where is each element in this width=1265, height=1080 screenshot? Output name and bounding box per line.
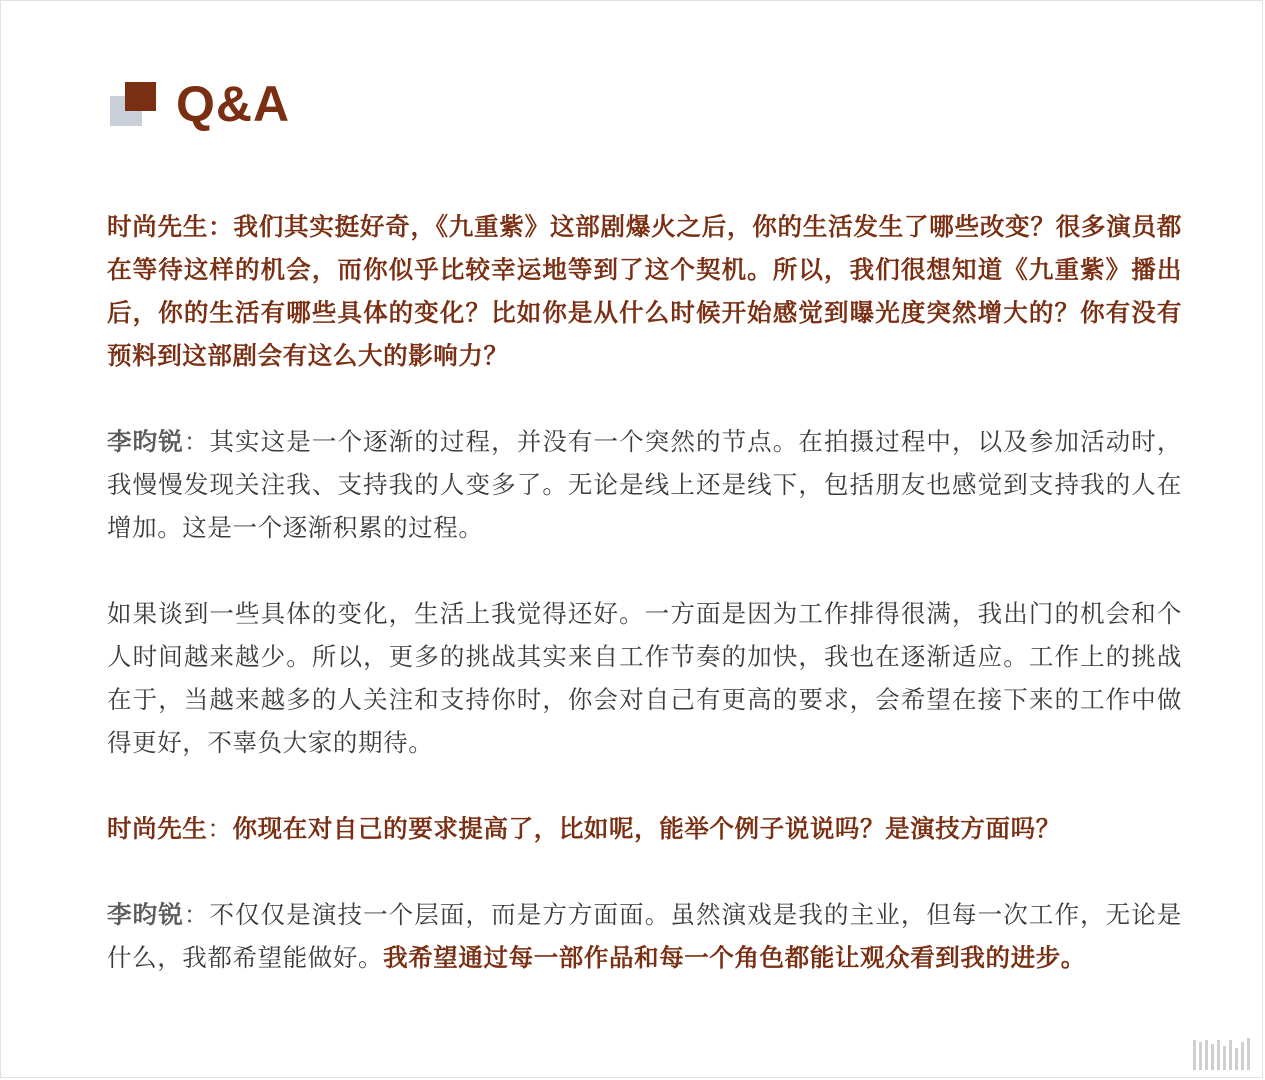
speaker-separator: ： [207, 814, 233, 843]
section-header [110, 74, 290, 134]
speaker-interviewer: 时尚先生 [107, 212, 209, 241]
answer-paragraph [107, 893, 1182, 979]
question-paragraph [107, 807, 1182, 850]
speaker-separator: ： [183, 900, 210, 929]
answer-text: 如果谈到一些具体的变化，生活上我觉得还好。一方面是因为工作排得很满，我出门的机会和个人时间越来越少。所以，更多的挑战其实来自工作节奏的加快，我也在逐渐适应。工作上的挑战在于，当越来越多的人关注和支持你时，你会对自己有更高的要求，会希望在接下来的工作中做得更好，不辜负大家的期待。 [107, 599, 1182, 757]
page-title: Q&A [176, 76, 291, 132]
speaker-separator: ： [208, 212, 234, 241]
answer-paragraph [107, 420, 1182, 549]
question-text: 我们其实挺好奇，《九重紫》这部剧爆火之后，你的生活发生了哪些改变？很多演员都在等待这样的机会，而你似乎比较幸运地等到了这个契机。所以，我们很想知道《九重紫》播出后，你的生活有哪些具体的变化？比如你是从什么时候开始感觉到曝光度突然增大的？你有没有预料到这部剧会有这么大的影响力？ [107, 212, 1182, 370]
answer-paragraph [107, 592, 1182, 764]
qa-article [107, 205, 1182, 1022]
question-paragraph [107, 205, 1182, 377]
speaker-interviewee: 李昀锐 [107, 900, 184, 929]
header-square-mark-icon [110, 80, 160, 128]
speaker-separator: ： [183, 427, 210, 456]
answer-text: 不仅仅是演技一个层面，而是方方面面。虽然演戏是我的主业，但每一次工作，无论是什么，我都希望能做好。 [107, 900, 1182, 972]
question-text: 你现在对自己的要求提高了，比如呢，能举个例子说说吗？是演技方面吗？ [232, 814, 1061, 843]
answer-text: 其实这是一个逐渐的过程，并没有一个突然的节点。在拍摄过程中，以及参加活动时，我慢慢发现关注我、支持我的人变多了。无论是线上还是线下，包括朋友也感觉到支持我的人在增加。这是一个逐渐积累的过程。 [107, 427, 1182, 542]
speaker-interviewee: 李昀锐 [107, 427, 184, 456]
speaker-interviewer: 时尚先生 [107, 814, 208, 843]
watermark-bars-icon [1193, 1036, 1255, 1070]
brown-square-icon [125, 82, 156, 111]
highlighted-text: 我希望通过每一部作品和每一个角色都能让观众看到我的进步。 [383, 943, 1086, 972]
